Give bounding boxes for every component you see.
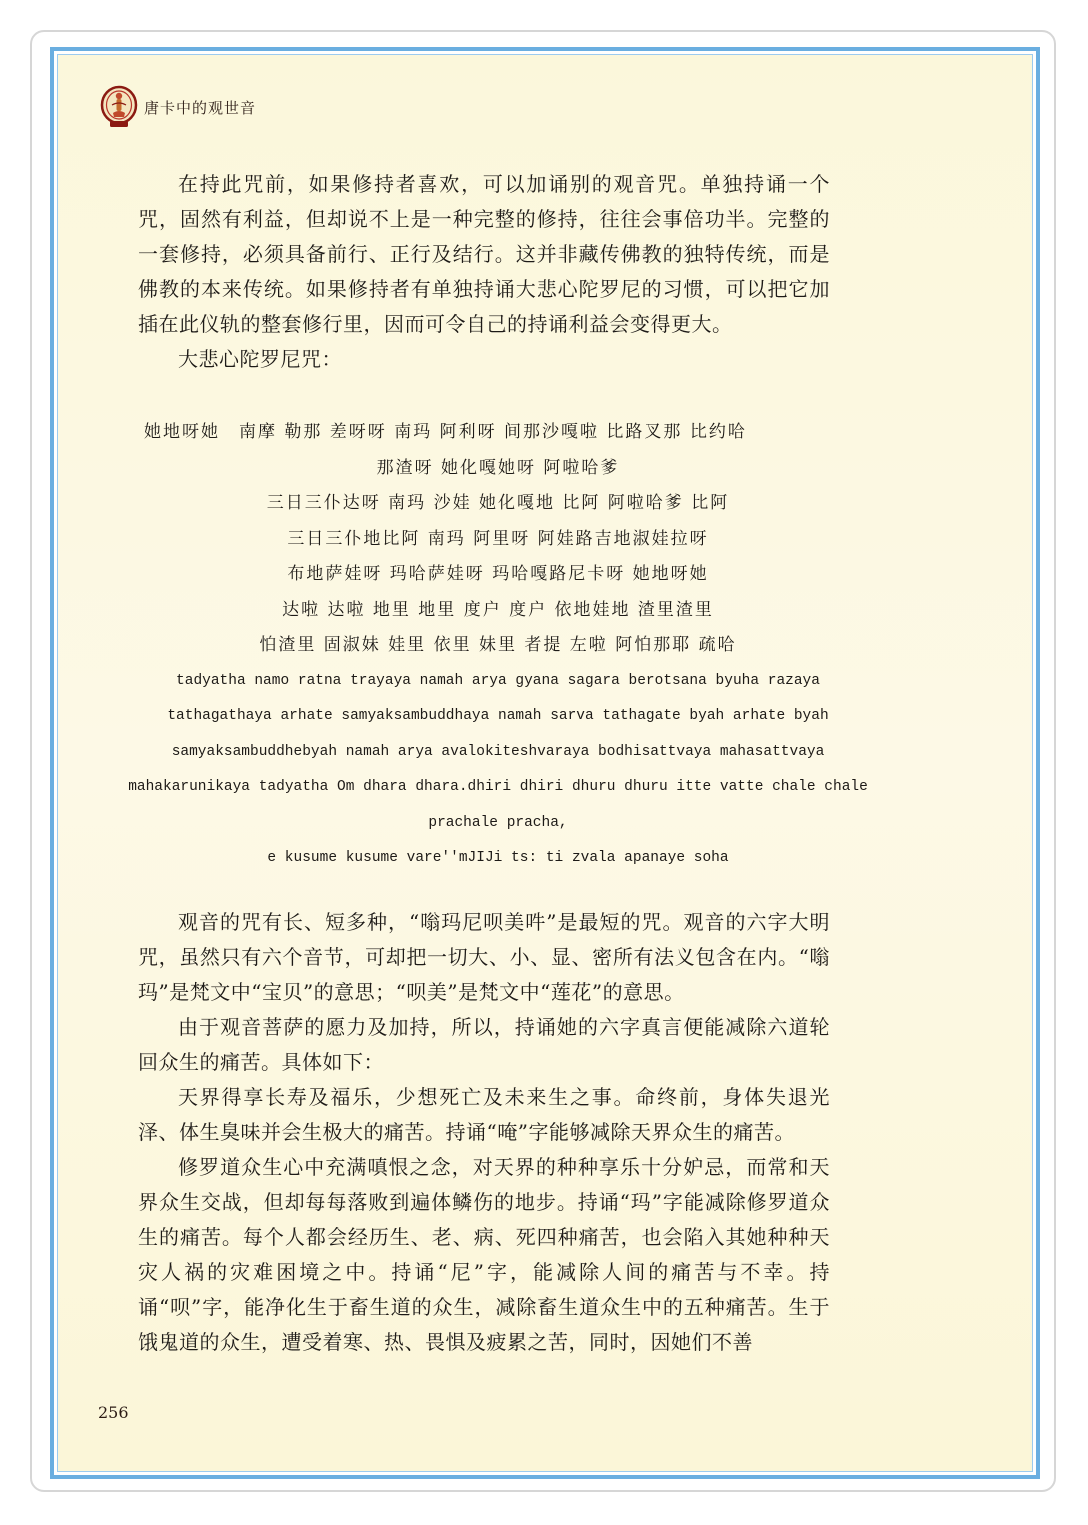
book-page [58,55,1032,1471]
body-paragraph: 修罗道众生心中充满嗔恨之念，对天界的种种享乐十分妒忌，而常和天界众生交战，但却每每落败到遍体鳞伤的地步。持诵“玛”字能减除修罗道众生的痛苦。每个人都会经历生、老、病、死四种痛苦，也会陷入其她种种天灾人祸的灾难困境之中。持诵“尼”字，能减除人间的痛苦与不幸。持诵“呗”字，能净化生于畜生道的众生，减除畜生道众生中的五种痛苦。生于饿鬼道的众生，遭受着寒、热、畏惧及疲累之苦，同时，因她们不善 [138,1155,830,1354]
mantra-latin-line: e kusume kusume vare''mJIJi ts: ti zvala apanaye soha [267,850,729,866]
mantra-latin-line: tadyatha namo ratna trayaya namah arya gyana sagara berotsana byuha razaya [176,672,820,689]
mantra-chinese-line: 三日三仆达呀 南玛 沙娃 她化嘎地 比阿 阿啦哈爹 比阿 [266,493,730,513]
mantra-chinese-line: 三日三仆地比阿 南玛 阿里呀 阿娃路吉地淑娃拉呀 [287,528,709,549]
thangka-figure-icon [100,85,138,129]
mantra-chinese-line: 她地呀她 南摩 勒那 差呀呀 南玛 阿利呀 间那沙嘎啦 比路叉那 比约哈 [144,422,747,442]
mantra-latin-line: mahakarunikaya tadyatha Om dhara dhara.dhiri dhiri dhuru dhuru itte vatte chale chale [128,779,868,795]
mantra-chinese-line: 那渣呀 她化嘎她呀 阿啦哈爹 [376,457,620,478]
body-text-block [138,905,830,1360]
page-number: 256 [98,1403,129,1422]
mantra-chinese-line: 达啦 达啦 地里 地里 度户 度户 依地娃地 渣里渣里 [282,599,714,620]
intro-paragraph: 在持此咒前，如果修持者喜欢，可以加诵别的观音咒。单独持诵一个咒，固然有利益，但却说不上是一种完整的修持，往往会事倍功半。完整的一套修持，必须具备前行、正行及结行。这并非藏传佛教的独特传统，而是佛教的本来传统。如果修持者有单独持诵大悲心陀罗尼的习惯，可以把它加插在此仪轨的整套修行里，因而可令自己的持诵利益会变得更大。 [138,172,830,336]
mantra-chinese-line: 怕渣里 固淑妹 娃里 依里 妹里 者提 左啦 阿怕那耶 疏哈 [259,635,737,655]
mantra-latin-line: tathagathaya arhate samyaksambuddhaya namah sarva tathagate byah arhate byah [167,708,829,724]
mantra-latin-line: samyaksambuddhebyah namah arya avalokiteshvaraya bodhisattvaya mahasattvaya [171,743,825,760]
intro-text-block [138,167,830,377]
body-paragraph: 由于观音菩萨的愿力及加持，所以，持诵她的六字真言便能减除六道轮回众生的痛苦。具体如下： [138,1015,830,1074]
mantra-heading: 大悲心陀罗尼咒： [178,347,342,371]
mantra-latin-line: prachale pracha, [428,814,568,831]
body-paragraph: 天界得享长寿及福乐，少想死亡及未来生之事。命终前，身体失退光泽、体生臭味并会生极大的痛苦。持诵“唵”字能够减除天界众生的痛苦。 [138,1085,830,1144]
running-header [100,85,256,129]
mantra-chinese-line: 布地萨娃呀 玛哈萨娃呀 玛哈嘎路尼卡呀 她地呀她 [287,564,709,584]
body-paragraph: 观音的咒有长、短多种，“嗡玛尼呗美吽”是最短的咒。观音的六字大明咒，虽然只有六个音节，可却把一切大、小、显、密所有法义包含在内。“嗡玛”是梵文中“宝贝”的意思；“呗美”是梵文中“莲花”的意思。 [138,910,830,1004]
book-title: 唐卡中的观世音 [144,98,257,117]
mantra-block [118,415,878,877]
